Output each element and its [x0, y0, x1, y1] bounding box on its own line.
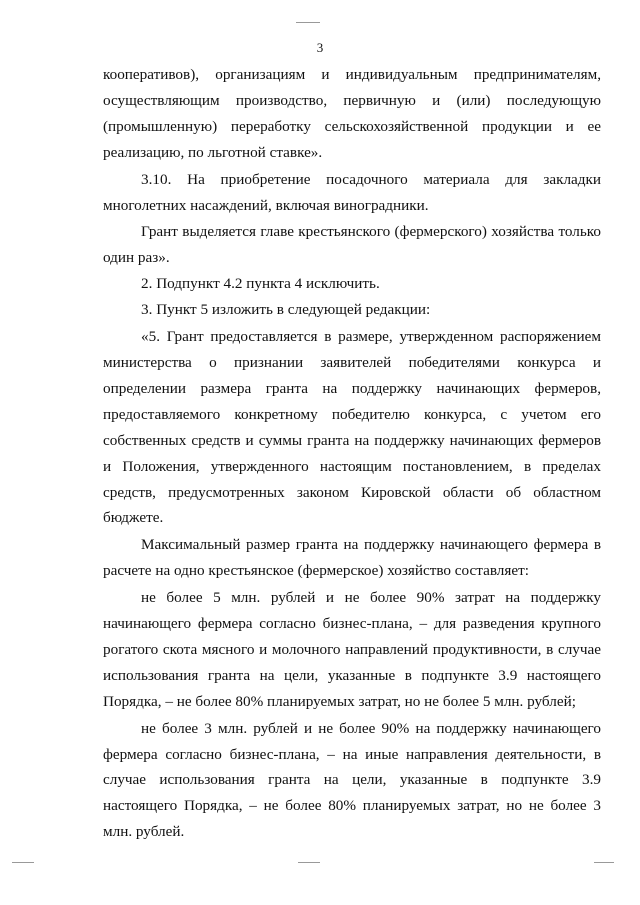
paragraph-item-3: 3. Пункт 5 изложить в следующей редакции:: [141, 301, 431, 319]
scan-mark-bottom-left: [12, 862, 34, 863]
paragraph-item-2: 2. Подпункт 4.2 пункта 4 исключить.: [141, 275, 380, 293]
paragraph-3-million: не более 3 млн. рублей и не более 90% на поддержку начинающего фермера согласно бизнес-плана, – на иные направления деятельности, в случае использования гранта на цели, указанные в подпункте 3.9 настоящего Порядка, – не более 80% планируемых затрат, но не более 3 млн. рублей.: [103, 719, 601, 841]
scan-mark-top: [296, 22, 320, 23]
paragraph-point-5: «5. Грант предоставляется в размере, утвержденном распоряжением министерства о признании заявителей победителями конкурса и определении размера гранта на поддержку начинающих фермеров, предоставляемого конкретному победителю конкурса, с учетом его собственных средств и суммы гранта на поддержку начинающих фермеров и Положения, утвержденного настоящим постановлением, в пределах средств, предусмотренных законом Кировской области об областном бюджете.: [103, 328, 601, 527]
scan-mark-bottom-right: [594, 862, 614, 863]
paragraph-3-10: 3.10. На приобретение посадочного материала для закладки многолетних насаждений, включая виноградники.: [103, 170, 601, 214]
document-body: [103, 62, 601, 845]
paragraph-grant-once: Грант выделяется главе крестьянского (фермерского) хозяйства только один раз».: [103, 223, 601, 267]
paragraph-cooperatives: кооперативов), организациям и индивидуальным предпринимателям, осуществляющим производство, первичную и (или) последующую (промышленную) переработку сельскохозяйственной продукции и ее реализацию, по льготной ставке».: [103, 66, 601, 161]
paragraph-5-million: не более 5 млн. рублей и не более 90% затрат на поддержку начинающего фермера согласно бизнес-плана, – для разведения крупного рогатого скота мясного и молочного направлений продуктивности, в случае использования гранта на цели, указанные в подпункте 3.9 настоящего Порядка, – не более 80% планируемых затрат, но не более 5 млн. рублей;: [103, 589, 601, 710]
page-number: 3: [316, 40, 324, 55]
paragraph-max-grant: Максимальный размер гранта на поддержку начинающего фермера в расчете на одно крестьянское (фермерское) хозяйство составляет:: [103, 536, 601, 580]
scan-mark-bottom-center: [298, 862, 320, 863]
